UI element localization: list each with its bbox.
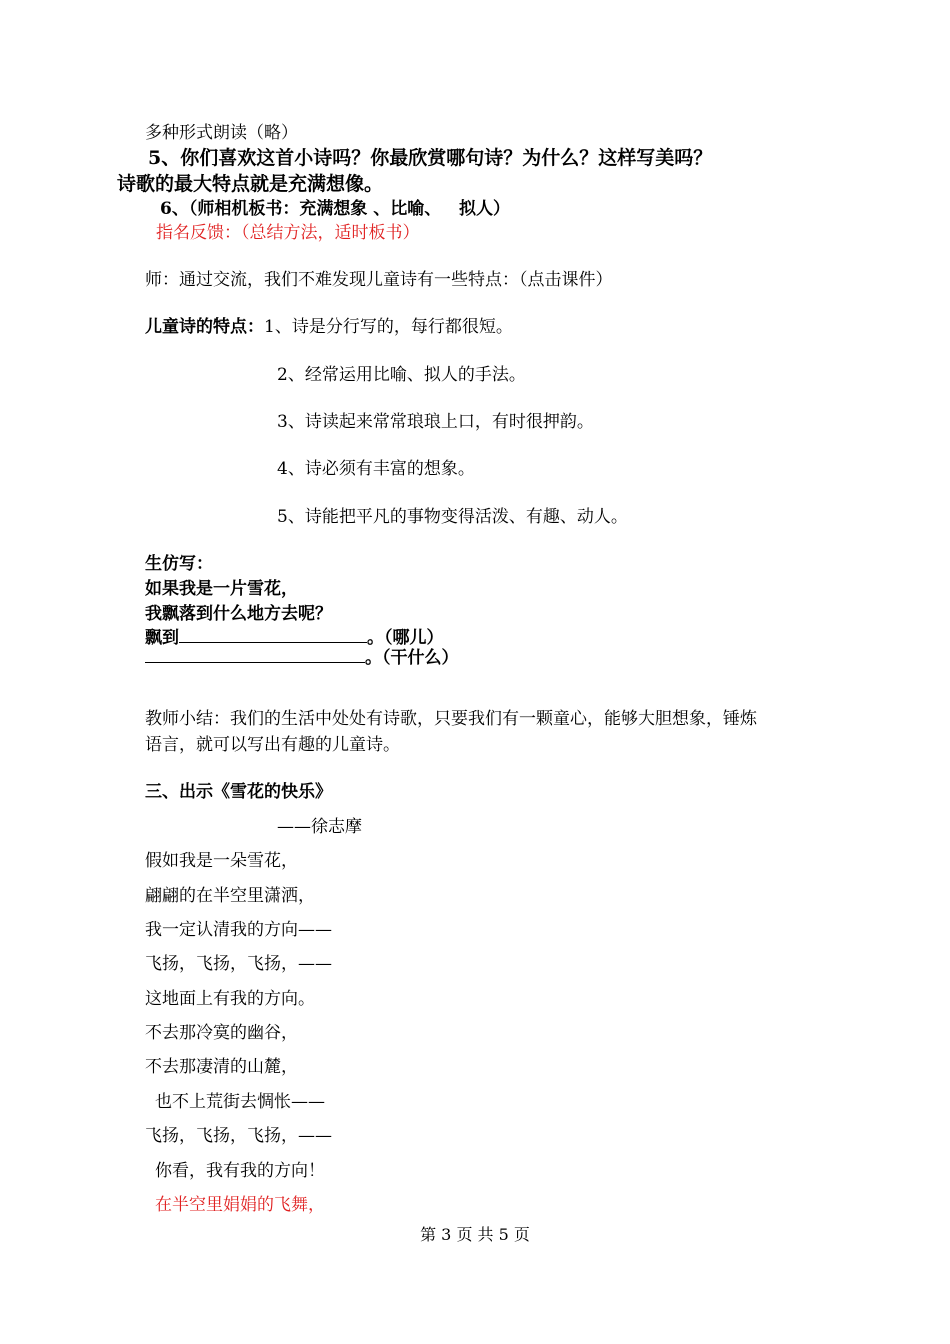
imitation-line-1: 如果我是一片雪花， bbox=[145, 579, 298, 599]
feedback-note: 指名反馈：（总结方法，适时板书） bbox=[156, 223, 420, 243]
teacher-summary-1: 教师小结：我们的生活中处处有诗歌，只要我们有一颗童心，能够大胆想象，锤炼 bbox=[145, 709, 757, 729]
question-6: 6、（师相机板书：充满想象 、比喻、 拟人） bbox=[160, 199, 511, 219]
poem-line: 飞扬，飞扬，飞扬，—— bbox=[145, 954, 332, 974]
features-label: 儿童诗的特点： bbox=[145, 317, 264, 337]
imitation-suffix-what: 。（干什么） bbox=[365, 648, 459, 668]
poem-author: ——徐志摩 bbox=[277, 817, 362, 837]
feature-item: 2、经常运用比喻、拟人的手法。 bbox=[277, 365, 526, 385]
poem-line: 不去那凄清的山麓， bbox=[145, 1057, 298, 1077]
feature-item: 3、诗读起来常常琅琅上口，有时很押韵。 bbox=[277, 412, 594, 432]
poem-line: 翩翩的在半空里潇洒， bbox=[145, 886, 315, 906]
poem-line: 飞扬，飞扬，飞扬，—— bbox=[145, 1126, 332, 1146]
reading-note: 多种形式朗读（略） bbox=[145, 123, 298, 143]
features-row-1 bbox=[145, 316, 513, 338]
poem-feature-line: 诗歌的最大特点就是充满想像。 bbox=[117, 173, 384, 195]
poem-line-highlight: 在半空里娟娟的飞舞， bbox=[155, 1195, 325, 1215]
poem-line: 不去那冷寞的幽谷， bbox=[145, 1023, 298, 1043]
imitation-line-2: 我飘落到什么地方去呢？ bbox=[145, 604, 332, 624]
fill-blank-what bbox=[145, 646, 365, 663]
feature-item: 4、诗必须有丰富的想象。 bbox=[277, 459, 475, 479]
question-5: 5、你们喜欢这首小诗吗？你最欣赏哪句诗？为什么？这样写美吗？ bbox=[148, 147, 713, 169]
poem-line: 我一定认清我的方向—— bbox=[145, 920, 332, 940]
page-footer: 第 3 页 共 5 页 bbox=[420, 1225, 530, 1244]
fill-blank-where bbox=[179, 626, 367, 643]
imitation-prefix: 飘到 bbox=[145, 628, 179, 648]
feature-item: 5、诗能把平凡的事物变得活泼、有趣、动人。 bbox=[277, 507, 628, 527]
imitation-label: 生仿写： bbox=[145, 554, 213, 574]
imitation-line-4 bbox=[145, 646, 459, 669]
section-3-heading: 三、出示《雪花的快乐》 bbox=[145, 782, 332, 802]
poem-line: 你看，我有我的方向！ bbox=[155, 1161, 325, 1181]
poem-line: 也不上荒街去惆怅—— bbox=[155, 1092, 325, 1112]
teacher-summary-2: 语言，就可以写出有趣的儿童诗。 bbox=[145, 735, 400, 755]
poem-line: 假如我是一朵雪花， bbox=[145, 851, 298, 871]
teacher-intro: 师：通过交流，我们不难发现儿童诗有一些特点：（点击课件） bbox=[145, 270, 613, 290]
poem-line: 这地面上有我的方向。 bbox=[145, 989, 315, 1009]
imitation-suffix-where: 。（哪儿） bbox=[367, 628, 444, 648]
feature-item: 1、诗是分行写的，每行都很短。 bbox=[264, 317, 513, 337]
